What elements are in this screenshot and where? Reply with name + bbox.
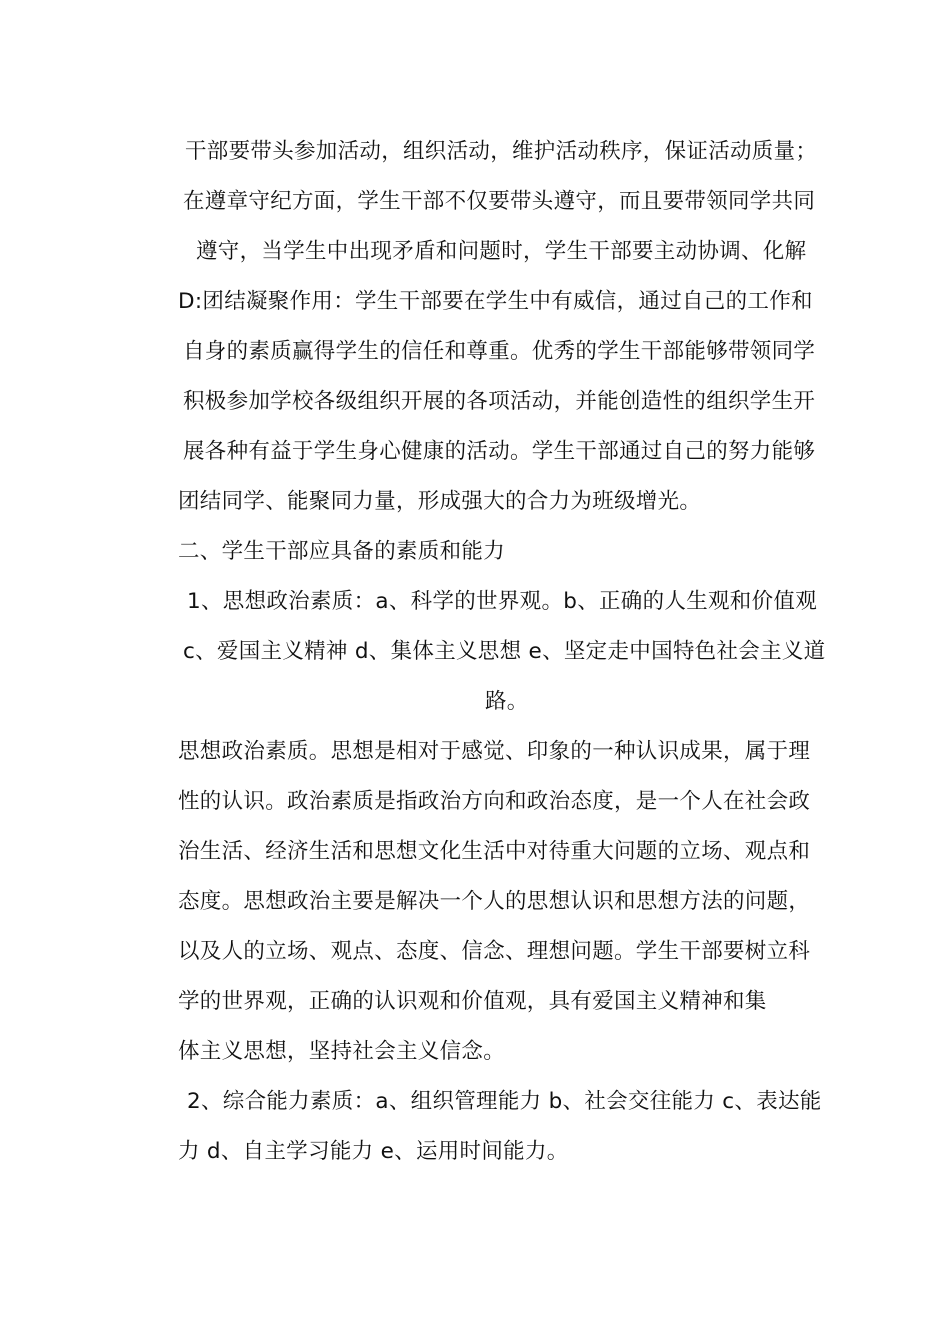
text-line-5: 自身的素质赢得学生的信任和尊重。优秀的学生干部能够带领同学 bbox=[183, 339, 816, 364]
text-line-3: 遵守，当学生中出现矛盾和问题时，学生干部要主动协调、化解 bbox=[196, 239, 807, 264]
text-line-7: 展各种有益于学生身心健康的活动。学生干部通过自己的努力能够 bbox=[183, 439, 816, 464]
text-line-15: 治生活、经济生活和思想文化生活中对待重大问题的立场、观点和 bbox=[178, 839, 811, 864]
text-line-13: 思想政治素质。思想是相对于感觉、印象的一种认识成果，属于理 bbox=[178, 739, 811, 764]
text-line-14: 性的认识。政治素质是指政治方向和政治态度，是一个人在社会政 bbox=[178, 789, 811, 814]
text-line-21: 力 d、自主学习能力 e、运用时间能力。 bbox=[178, 1139, 569, 1164]
text-line-1: 干部要带头参加活动，组织活动，维护活动秩序，保证活动质量； bbox=[185, 139, 818, 164]
text-line-11: c、爱国主义精神 d、集体主义思想 e、坚定走中国特色社会主义道 bbox=[183, 639, 826, 664]
text-line-4: D:团结凝聚作用：学生干部要在学生中有威信，通过自己的工作和 bbox=[178, 289, 813, 314]
text-line-2: 在遵章守纪方面，学生干部不仅要带头遵守，而且要带领同学共同 bbox=[183, 189, 816, 214]
text-line-16: 态度。思想政治主要是解决一个人的思想认识和思想方法的问题， bbox=[178, 889, 811, 914]
text-line-19: 体主义思想，坚持社会主义信念。 bbox=[178, 1039, 506, 1064]
text-line-17: 以及人的立场、观点、态度、信念、理想问题。学生干部要树立科 bbox=[178, 939, 811, 964]
text-line-10: 1、思想政治素质：a、科学的世界观。b、正确的人生观和价值观 bbox=[187, 589, 818, 614]
text-line-18: 学的世界观，正确的认识观和价值观，具有爱国主义精神和集 bbox=[178, 989, 767, 1014]
text-line-12: 路。 bbox=[485, 689, 529, 714]
section-heading: 二、学生干部应具备的素质和能力 bbox=[178, 539, 506, 564]
text-line-8: 团结同学、能聚同力量，形成强大的合力为班级增光。 bbox=[178, 489, 702, 514]
text-line-20: 2、综合能力素质：a、组织管理能力 b、社会交往能力 c、表达能 bbox=[187, 1089, 822, 1114]
text-line-6: 积极参加学校各级组织开展的各项活动，并能创造性的组织学生开 bbox=[183, 389, 816, 414]
